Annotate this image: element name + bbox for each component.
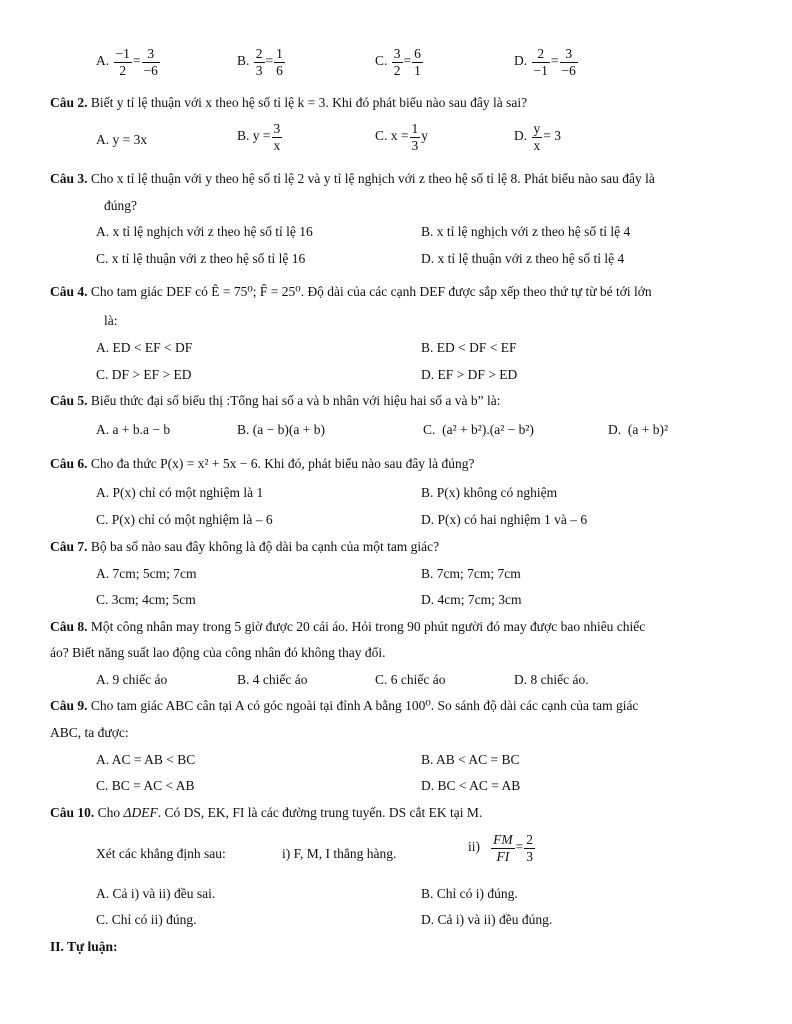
q2-option-a: A. y = 3x [96, 132, 148, 147]
q10-stem: Câu 10. Cho ΔDEF. Có DS, EK, FI là các đường trung tuyến. DS cắt EK tại M. [50, 805, 483, 820]
q2-option-c: C. x = $\frac{1}{3}$ y [375, 121, 429, 153]
q2-stem: Câu 2. Biết y tỉ lệ thuận với x theo hệ số tỉ lệ k = 3. Khi đó phát biểu nào sau đây là sai? [50, 95, 528, 110]
q3-option-b: B. x tỉ lệ nghịch với z theo hệ số tỉ lệ 4 [421, 224, 631, 239]
q4-option-b: B. ED < DF < EF [421, 340, 517, 355]
q6-option-d: D. P(x) có hai nghiệm 1 và – 6 [421, 512, 588, 527]
q4-option-a: A. ED < EF < DF [96, 340, 193, 355]
q5-option-d: D. (a + b)² [608, 422, 669, 437]
q3-stem: Câu 3. Cho x tỉ lệ thuận với y theo hệ số tỉ lệ 2 và y tỉ lệ nghịch với z theo hệ số tỉ lệ 8. Phát biểu nào sau đây là [50, 171, 655, 186]
q10-number: Câu 10. [50, 805, 95, 820]
q9-stem-cont: ABC, ta được: [50, 725, 129, 740]
q3-option-a: A. x tỉ lệ nghịch với z theo hệ số tỉ lệ 16 [96, 224, 313, 239]
q6-polynomial: P(x) = x² + 5x − 6 [160, 456, 258, 471]
q1-option-a: A. $\frac{-1}{2}$ = $\frac{3}{-6}$ [96, 46, 158, 78]
q6-option-b: B. P(x) không có nghiệm [421, 485, 558, 500]
q4-stem-cont: là: [104, 313, 118, 328]
q8-option-c: C. 6 chiếc áo [375, 672, 446, 687]
q6-option-c: C. P(x) chỉ có một nghiệm là – 6 [96, 512, 273, 527]
q4-option-c: C. DF > EF > ED [96, 367, 192, 382]
q6-number: Câu 6. [50, 456, 88, 471]
q5-option-a: A. a + b.a − b [96, 422, 171, 437]
q5-stem: Câu 5. Biểu thức đại số biểu thị :Tổng hai số a và b nhân với hiệu hai số a và b” là: [50, 393, 501, 408]
q10-option-c: C. Chỉ có ii) đúng. [96, 912, 197, 927]
q9-option-b: B. AB < AC = BC [421, 752, 520, 767]
q7-option-d: D. 4cm; 7cm; 3cm [421, 592, 522, 607]
q8-number: Câu 8. [50, 619, 88, 634]
q7-option-a: A. 7cm; 5cm; 7cm [96, 566, 197, 581]
q3-number: Câu 3. [50, 171, 88, 186]
q10-option-b: B. Chỉ có i) đúng. [421, 886, 518, 901]
q6-option-a: A. P(x) chỉ có một nghiệm là 1 [96, 485, 264, 500]
q8-option-a: A. 9 chiếc áo [96, 672, 168, 687]
q9-option-c: C. BC = AC < AB [96, 778, 195, 793]
q3-stem-cont: đúng? [104, 198, 137, 213]
q9-option-d: D. BC < AC = AB [421, 778, 521, 793]
q1-option-b: B. $\frac{2}{3}$ = $\frac{1}{6}$ [237, 46, 283, 78]
q10-triangle: ΔDEF [123, 805, 158, 820]
q8-stem-cont: áo? Biết năng suất lao động của công nhân đó không thay đổi. [50, 645, 386, 660]
q10-option-a: A. Cả i) và ii) đều sai. [96, 886, 216, 901]
q8-option-b: B. 4 chiếc áo [237, 672, 308, 687]
q7-stem: Câu 7. Bộ ba số nào sau đây không là độ dài ba cạnh của một tam giác? [50, 539, 440, 554]
q2-option-d: D. $\frac{y}{x}$ = 3 [514, 121, 561, 153]
q9-option-a: A. AC = AB < BC [96, 752, 196, 767]
q3-option-d: D. x tỉ lệ thuận với z theo hệ số tỉ lệ 4 [421, 251, 625, 266]
section-heading: II. Tự luận: [50, 939, 118, 954]
q7-option-c: C. 3cm; 4cm; 5cm [96, 592, 196, 607]
q4-angles: Ê = 75⁰; F̂ = 25⁰ [211, 284, 301, 299]
q9-stem: Câu 9. Cho tam giác ABC cân tại A có góc ngoài tại đỉnh A bằng 100⁰. So sánh độ dài các cạnh của tam giác [50, 698, 639, 713]
q1-option-c: C. $\frac{3}{2}$ = $\frac{6}{1}$ [375, 46, 421, 78]
q1-option-d: D. $\frac{2}{-1}$ = $\frac{3}{-6}$ [514, 46, 576, 78]
q5-number: Câu 5. [50, 393, 88, 408]
q5-option-b: B. (a − b)(a + b) [237, 422, 325, 437]
q4-number: Câu 4. [50, 284, 88, 299]
q5-option-c: C. (a² + b²).(a² − b²) [423, 422, 534, 437]
q10-statement-intro: Xét các khẳng định sau: [96, 846, 226, 861]
q9-number: Câu 9. [50, 698, 88, 713]
q8-stem: Câu 8. Một công nhân may trong 5 giờ được 20 cái áo. Hỏi trong 90 phút người đó may được bao nhiêu chiếc [50, 619, 646, 634]
q10-statement-ii: ii) $\frac{FM}{FI}$ = $\frac{2}{3}$ [468, 832, 533, 864]
q3-option-c: C. x tỉ lệ thuận với z theo hệ số tỉ lệ 16 [96, 251, 306, 266]
q10-statement-i: i) F, M, I thẳng hàng. [282, 846, 397, 861]
q7-number: Câu 7. [50, 539, 88, 554]
q8-option-d: D. 8 chiếc áo. [514, 672, 589, 687]
q4-stem: Câu 4. Cho tam giác DEF có Ê = 75⁰; F̂ = 25⁰. Độ dài của các cạnh DEF được sắp xếp theo thứ tự từ bé tới lớn [50, 284, 652, 299]
q2-option-b: B. y = $\frac{3}{x}$ [237, 121, 281, 153]
q4-option-d: D. EF > DF > ED [421, 367, 518, 382]
q2-number: Câu 2. [50, 95, 88, 110]
q10-option-d: D. Cả i) và ii) đều đúng. [421, 912, 553, 927]
q7-option-b: B. 7cm; 7cm; 7cm [421, 566, 521, 581]
q6-stem: Câu 6. Cho đa thức P(x) = x² + 5x − 6. Khi đó, phát biểu nào sau đây là đúng? [50, 456, 475, 471]
